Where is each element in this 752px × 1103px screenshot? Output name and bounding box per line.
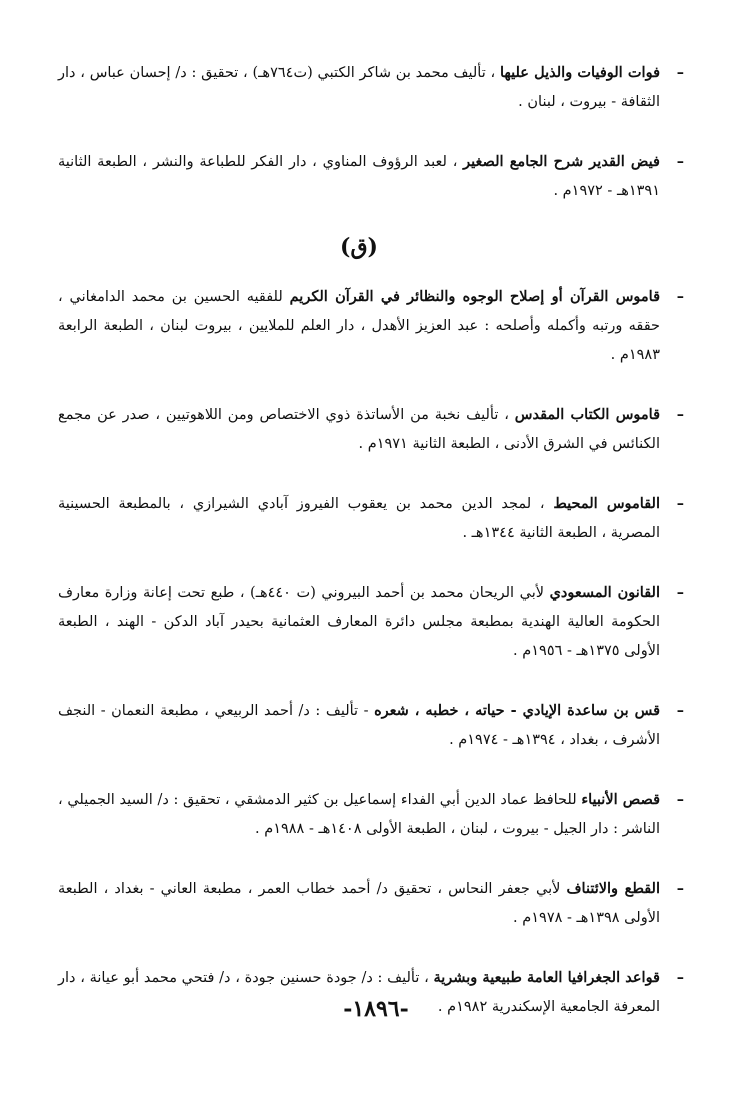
section-heading: (ق) [340, 234, 378, 260]
entry-body: ، لمجد الدين محمد بن يعقوب الفيروز آبادي الشيرازي ، بالمطبعة الحسينية المصرية ، الطبعة الثانية ١٣٤٤هـ . [58, 496, 660, 541]
entry-dash: – [676, 64, 684, 81]
entry-dash: – [676, 880, 684, 897]
entry-title: قس بن ساعدة الإيادي - حياته ، خطبه ، شعره [374, 702, 661, 719]
bibliography-entry [58, 489, 684, 548]
entry-title: القانون المسعودي [549, 584, 661, 601]
entry-title: القاموس المحيط [553, 495, 660, 512]
bibliography-entry [58, 147, 684, 206]
bibliography-entry [58, 282, 684, 370]
entry-dash: – [676, 791, 684, 808]
entry-title: فيض القدير شرح الجامع الصغير [463, 153, 660, 170]
entry-dash: – [676, 702, 684, 719]
entry-dash: – [676, 288, 684, 305]
entry-dash: – [676, 153, 684, 170]
entry-body: ، تأليف محمد بن شاكر الكتبي (ت٧٦٤هـ) ، تحقيق : د/ إحسان عباس ، دار الثقافة - بيروت ، لبنان . [58, 65, 660, 110]
bibliography-entry [58, 785, 684, 844]
entry-body: للحافظ عماد الدين أبي الفداء إسماعيل بن كثير الدمشقي ، تحقيق : د/ السيد الجميلي ، الناشر : دار الجيل - بيروت ، لبنان ، الطبعة الأولى ١٤٠٨هـ - ١٩٨٨م . [58, 792, 660, 837]
entry-body: - تأليف : د/ أحمد الربيعي ، مطبعة النعمان - النجف الأشرف ، بغداد ، ١٣٩٤هـ - ١٩٧٤م . [58, 703, 660, 748]
entry-body: للفقيه الحسين بن محمد الدامغاني ، حققه ورتبه وأكمله وأصلحه : عبد العزيز الأهدل ، دار العلم للملايين ، بيروت لبنان ، الطبعة الرابعة ١٩٨٣م . [58, 289, 660, 363]
entry-dash: – [676, 495, 684, 512]
entry-title: قواعد الجغرافيا العامة طبيعية وبشرية [433, 969, 660, 986]
entry-body: لأبي جعفر النحاس ، تحقيق د/ أحمد خطاب العمر ، مطبعة العاني - بغداد ، الطبعة الأولى ١٣٩٨هـ - ١٩٧٨م . [58, 881, 660, 926]
page-number: -١٨٩٦- [343, 996, 409, 1022]
bibliography-entry [58, 696, 684, 755]
entry-dash: – [676, 406, 684, 423]
bibliography-entry [58, 400, 684, 459]
entry-dash: – [676, 584, 684, 601]
entry-dash: – [676, 969, 684, 986]
entry-body: ، تأليف نخبة من الأساتذة ذوي الاختصاص ومن اللاهوتيين ، صدر عن مجمع الكنائس في الشرق الأدنى ، الطبعة الثانية ١٩٧١م . [58, 407, 660, 452]
entry-title: فوات الوفيات والذيل عليها [499, 64, 661, 81]
entry-body: ، تأليف : د/ جودة حسنين جودة ، د/ فتحي محمد أبو عيانة ، دار المعرفة الجامعية الإسكندرية ١٩٨٢م . [58, 970, 660, 1015]
document-page [58, 58, 684, 1043]
bibliography-entry [58, 58, 684, 117]
bibliography-entry [58, 874, 684, 933]
entry-title: قاموس القرآن أو إصلاح الوجوه والنظائر في القرآن الكريم [289, 288, 661, 305]
entry-body: لأبي الريحان محمد بن أحمد البيروني (ت ٤٤٠هـ) ، طبع تحت إعانة وزارة معارف الحكومة العالية الهندية بمطبعة مجلس دائرة المعارف العثمانية بحيدر آباد الدكن - الهند ، الطبعة الأولى ١٣٧٥هـ - ١٩٥٦م . [58, 585, 660, 659]
entry-body: ، لعبد الرؤوف المناوي ، دار الفكر للطباعة والنشر ، الطبعة الثانية ١٣٩١هـ - ١٩٧٢م . [58, 154, 660, 199]
bibliography-entry [58, 578, 684, 666]
entry-title: قاموس الكتاب المقدس [514, 406, 661, 423]
entry-title: القطع والائتناف [566, 880, 661, 897]
entry-title: قصص الأنبياء [581, 791, 661, 808]
